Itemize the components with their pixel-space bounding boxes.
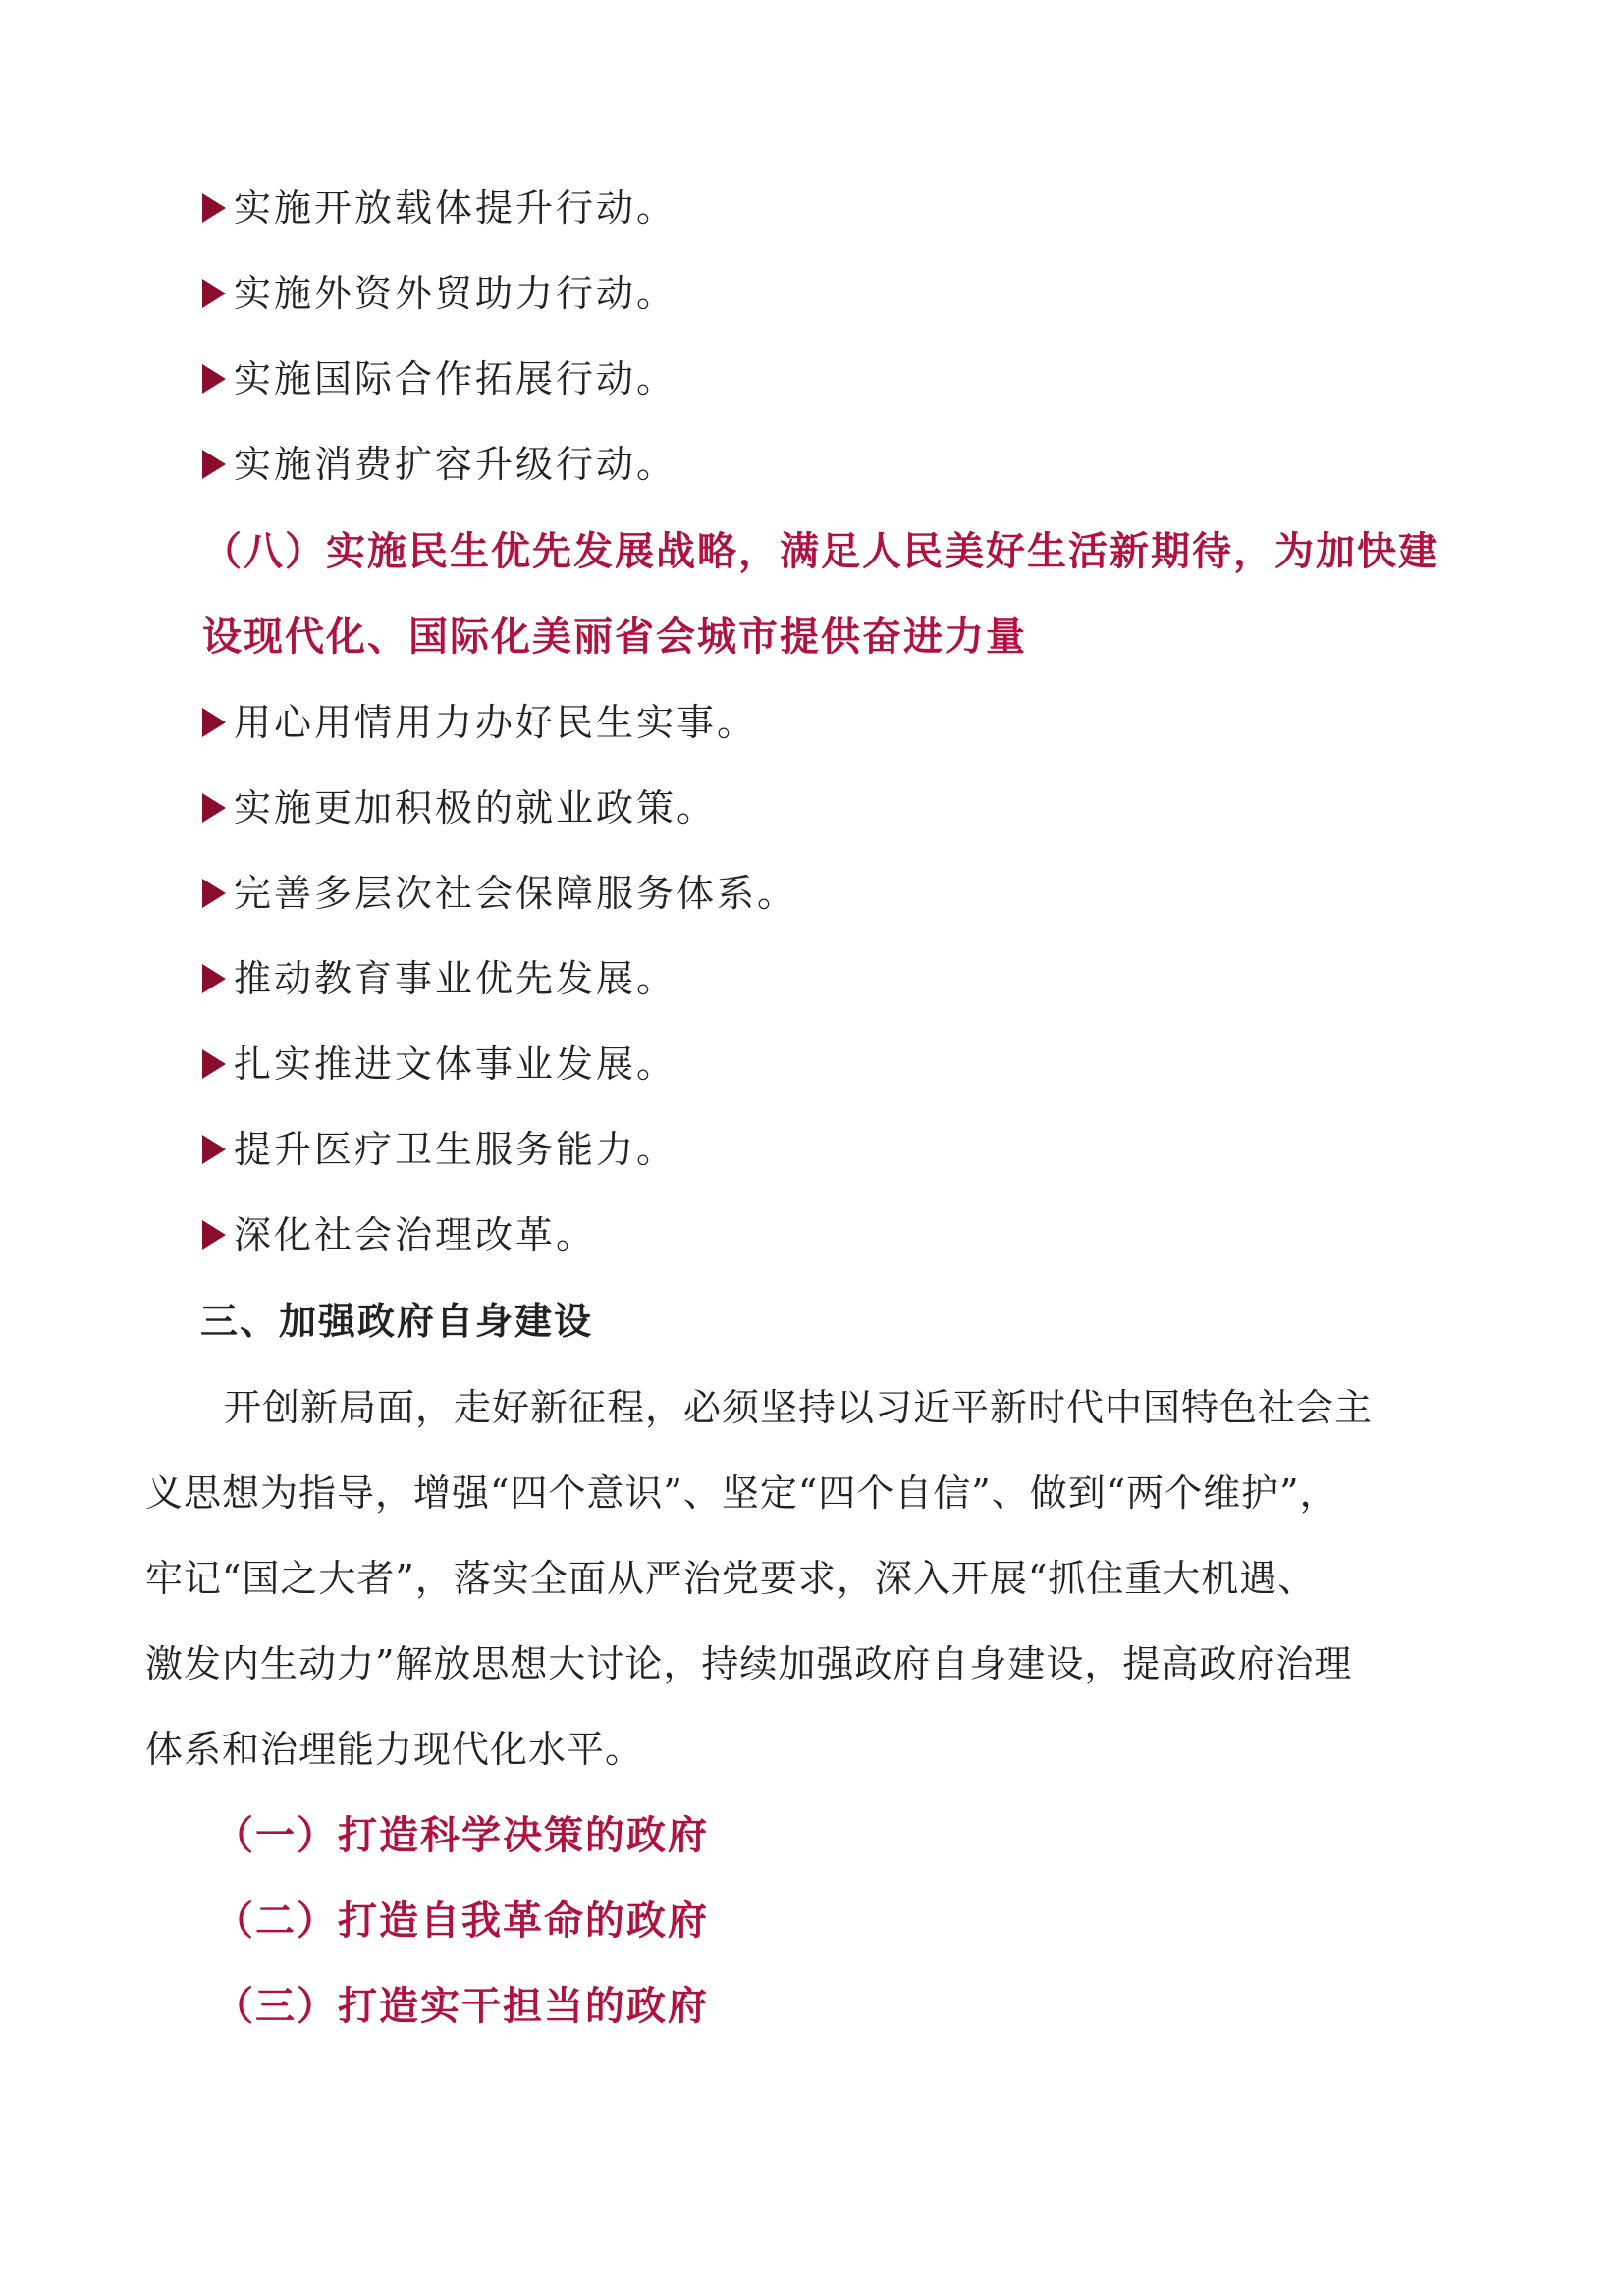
bullet-item [202,1126,677,1173]
paragraph-line: 牢记“国之大者”，落实全面从严治党要求，深入开展“抓住重大机遇、 [145,1557,1317,1600]
subheading-two: （二）打造自我革命的政府 [214,1898,709,1944]
bullet-item [202,1041,677,1088]
triangle-bullet-icon [202,1220,226,1250]
bullet-text: 实施消费扩容升级行动。 [234,443,677,486]
subheading-one: （一）打造科学决策的政府 [214,1813,709,1858]
bullet-text: 深化社会治理改革。 [234,1213,597,1256]
bullet-item [202,1211,596,1258]
triangle-bullet-icon [202,793,226,823]
bullet-text: 扎实推进文体事业发展。 [234,1042,677,1086]
bullet-item [202,185,677,232]
triangle-bullet-icon [202,1135,226,1164]
triangle-bullet-icon [202,1049,226,1079]
bullet-item [202,784,717,831]
bullet-text: 推动教育事业优先发展。 [234,957,677,1000]
paragraph-line: 激发内生动力”解放思想大讨论，持续加强政府自身建设，提高政府治理 [145,1642,1353,1685]
bullet-text: 实施开放载体提升行动。 [234,187,677,230]
bullet-item [202,955,677,1002]
triangle-bullet-icon [202,879,226,908]
bullet-text: 完善多层次社会保障服务体系。 [234,872,798,915]
triangle-bullet-icon [202,708,226,737]
section-heading-eight-line2: 设现代化、国际化美丽省会城市提供奋进力量 [202,614,1027,660]
bullet-item [202,699,757,746]
bullet-item [202,355,677,402]
paragraph-line: 体系和治理能力现代化水平。 [145,1728,644,1771]
triangle-bullet-icon [202,364,226,394]
section-heading-eight-line1: （八）实施民生优先发展战略，满足人民美好生活新期待，为加快建 [202,529,1439,574]
bullet-text: 实施外资外贸助力行动。 [234,272,677,315]
bullet-item [202,870,797,917]
bullet-text: 用心用情用力办好民生实事。 [234,701,758,744]
bullet-text: 提升医疗卫生服务能力。 [234,1128,677,1171]
paragraph-line: 开创新局面，走好新征程，必须坚持以习近平新时代中国特色社会主 [224,1386,1374,1429]
bullet-item [202,441,677,488]
bullet-item [202,270,677,317]
triangle-bullet-icon [202,193,226,223]
paragraph-line: 义思想为指导，增强“四个意识”、坚定“四个自信”、做到“两个维护”， [145,1471,1338,1515]
subheading-three: （三）打造实干担当的政府 [214,1984,709,2029]
bullet-text: 实施更加积极的就业政策。 [234,786,718,829]
triangle-bullet-icon [202,279,226,308]
triangle-bullet-icon [202,964,226,993]
bullet-text: 实施国际合作拓展行动。 [234,357,677,400]
section-three-title: 三、加强政府自身建设 [200,1300,594,1343]
triangle-bullet-icon [202,450,226,479]
